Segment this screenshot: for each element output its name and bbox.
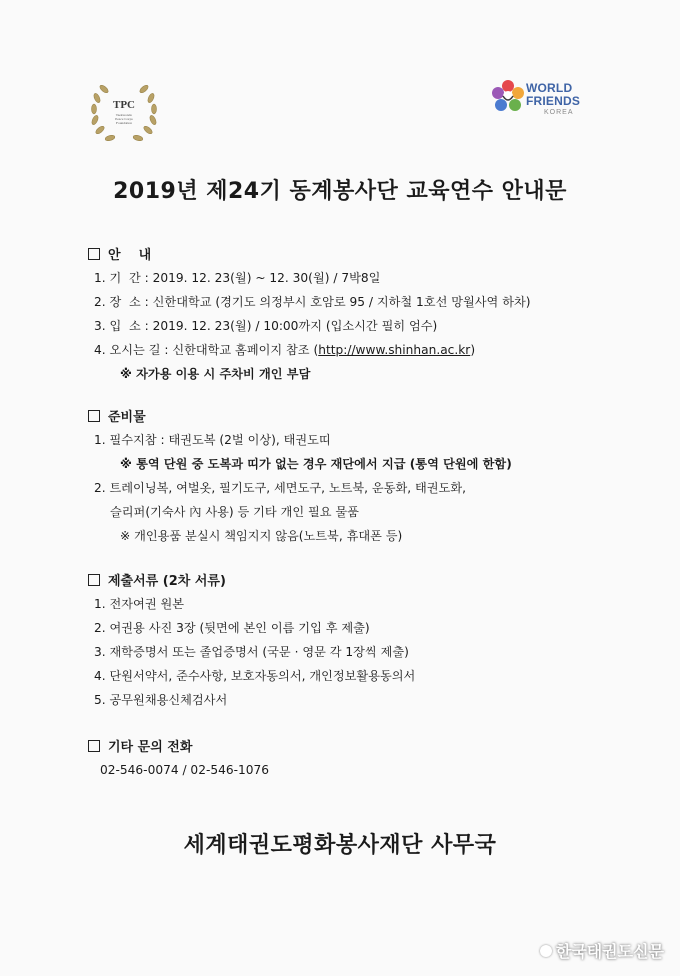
guide-period: 1. 기 간 : 2019. 12. 23(월) ~ 12. 30(월) / 7박8일: [94, 271, 381, 285]
issuer-signature: 세계태권도평화봉사재단 사무국: [183, 833, 497, 858]
supplies-loss-note: ※ 개인용품 분실시 책임지지 않음(노트북, 휴대폰 등): [120, 529, 403, 543]
guide-location: 2. 장 소 : 신한대학교 (경기도 의정부시 호암로 95 / 지하철 1호선 망월사역 하차): [94, 295, 531, 309]
section-contact-title: 기타 문의 전화: [108, 740, 193, 755]
homepage-link[interactable]: http://www.shinhan.ac.kr: [318, 343, 471, 357]
watermark: [540, 939, 664, 962]
svg-text:TPC: TPC: [113, 99, 135, 111]
section-heading: [88, 246, 648, 266]
checkbox-square-icon: [88, 248, 100, 260]
section-supplies-title: 준비물: [108, 410, 146, 425]
supplies-interpreter-note: ※ 통역 단원 중 도복과 띠가 없는 경우 재단에서 지급 (통역 단원에 한함): [120, 457, 512, 471]
doc-item: 1. 전자여권 원본: [94, 597, 185, 611]
supplies-required: 1. 필수지참 : 태권도복 (2벌 이상), 태권도띠: [94, 433, 331, 447]
section-heading: [88, 738, 648, 758]
wf-line2: FRIENDS: [526, 94, 581, 108]
doc-item: 4. 단원서약서, 준수사항, 보호자동의서, 개인정보활용동의서: [94, 669, 416, 683]
wf-line3: KOREA: [544, 109, 574, 116]
directions-text: 4. 오시는 길 : 신한대학교 홈페이지 참조 (: [94, 343, 319, 357]
svg-text:Taekwondo: Taekwondo: [115, 113, 133, 117]
doc-item: 2. 여권용 사진 3장 (뒷면에 본인 이름 기입 후 제출): [94, 621, 370, 635]
directions-close: ): [470, 343, 476, 357]
contact-phone: 02-546-0074 / 02-546-1076: [100, 763, 270, 777]
parking-note: ※ 자가용 이용 시 주차비 개인 부담: [120, 367, 311, 381]
wf-line1: WORLD: [526, 81, 573, 95]
flower-logo-icon: [490, 78, 526, 118]
section-documents-title: 제출서류 (2차 서류): [108, 574, 226, 589]
laurel-wreath-icon: [86, 78, 162, 148]
checkbox-square-icon: [88, 574, 100, 586]
section-guide-title: 안 내: [108, 248, 152, 263]
watermark-circle-icon: [540, 945, 552, 957]
section-guide: [88, 246, 648, 386]
section-heading: [88, 408, 648, 428]
doc-item: 3. 재학증명서 또는 졸업증명서 (국문 · 영문 각 1장씩 제출): [94, 645, 409, 659]
checkbox-square-icon: [88, 740, 100, 752]
world-friends-logo: [490, 76, 600, 120]
doc-item: 5. 공무원채용신체검사서: [94, 693, 228, 707]
section-documents: [88, 572, 648, 712]
guide-checkin: 3. 입 소 : 2019. 12. 23(월) / 10:00까지 (입소시간 필히 엄수): [94, 319, 438, 333]
checkbox-square-icon: [88, 410, 100, 422]
world-friends-wordmark: [526, 82, 580, 108]
section-contact: [88, 738, 648, 782]
section-heading: [88, 572, 648, 592]
document-title: 2019년 제24기 동계봉사단 교육연수 안내문: [113, 179, 567, 204]
supplies-personal-cont: 슬리퍼(기숙사 內 사용) 등 기타 개인 필요 물품: [110, 505, 359, 519]
svg-text:Foundation: Foundation: [116, 121, 132, 125]
supplies-personal: 2. 트레이닝복, 여벌옷, 필기도구, 세면도구, 노트북, 운동화, 태권도화,: [94, 481, 466, 495]
guide-directions: [88, 338, 648, 362]
watermark-text: 한국태권도신문: [555, 942, 664, 961]
section-supplies: [88, 408, 648, 548]
tpc-logo: [86, 78, 162, 148]
svg-text:Peace Corps: Peace Corps: [115, 117, 133, 121]
